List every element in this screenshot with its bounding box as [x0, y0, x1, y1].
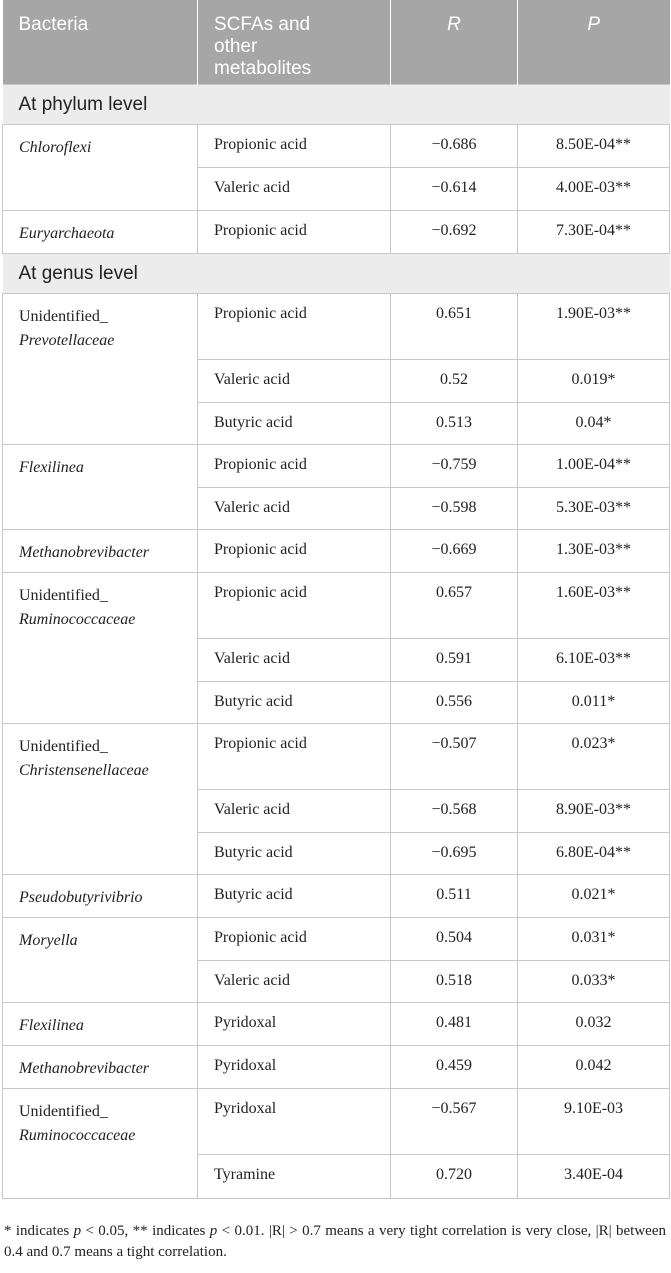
- footnote-p1: p: [73, 1223, 82, 1239]
- table-row: [3, 1088, 670, 1154]
- bacteria-cell: Methanobrevibacter: [3, 1045, 198, 1088]
- bacteria-prefix: Unidentified_: [19, 586, 108, 604]
- r-cell: 0.657: [391, 572, 518, 638]
- r-cell: 0.651: [391, 293, 518, 359]
- r-cell: −0.507: [391, 723, 518, 789]
- p-cell: 0.023*: [518, 723, 670, 789]
- p-cell: 7.30E-04**: [518, 210, 670, 253]
- p-cell: 1.60E-03**: [518, 572, 670, 638]
- metabolite-cell: Pyridoxal: [198, 1045, 391, 1088]
- footnote-text-2: < 0.05, ** indicates: [81, 1223, 210, 1239]
- r-cell: 0.556: [391, 681, 518, 723]
- p-cell: 0.019*: [518, 359, 670, 402]
- footnote-text-3: < 0.01. |R| > 0.7 means a very tight correlation is very close, |R| between 0.4 and 0.7 means a tight correlation.: [4, 1223, 666, 1260]
- section-label: At genus level: [3, 253, 670, 293]
- p-cell: 0.033*: [518, 960, 670, 1002]
- r-cell: 0.513: [391, 402, 518, 444]
- r-cell: 0.518: [391, 960, 518, 1002]
- table-row: [3, 1045, 670, 1088]
- p-cell: 4.00E-03**: [518, 167, 670, 210]
- bacteria-prefix: Unidentified_: [19, 307, 108, 325]
- table-row: [3, 124, 670, 167]
- r-cell: −0.692: [391, 210, 518, 253]
- metabolite-cell: Propionic acid: [198, 917, 391, 960]
- section-row-phylum: [3, 84, 670, 124]
- bacteria-cell: [3, 293, 198, 444]
- bacteria-cell: Flexilinea: [3, 1002, 198, 1045]
- p-cell: 0.042: [518, 1045, 670, 1088]
- bacteria-cell: Pseudobutyrivibrio: [3, 874, 198, 917]
- metabolite-cell: Butyric acid: [198, 874, 391, 917]
- header-metabolites-line1: SCFAs and: [214, 14, 311, 35]
- p-cell: 0.04*: [518, 402, 670, 444]
- header-row: [3, 0, 670, 84]
- r-cell: 0.459: [391, 1045, 518, 1088]
- p-cell: 3.40E-04: [518, 1154, 670, 1198]
- p-cell: 1.30E-03**: [518, 529, 670, 572]
- r-cell: −0.568: [391, 789, 518, 832]
- correlation-table: [2, 0, 670, 1199]
- table-row: [3, 1002, 670, 1045]
- r-cell: −0.669: [391, 529, 518, 572]
- p-cell: 9.10E-03: [518, 1088, 670, 1154]
- r-cell: 0.511: [391, 874, 518, 917]
- table-row: [3, 529, 670, 572]
- r-cell: −0.686: [391, 124, 518, 167]
- p-cell: 0.032: [518, 1002, 670, 1045]
- section-row-genus: [3, 253, 670, 293]
- header-metabolites-line3: metabolites: [214, 58, 312, 79]
- metabolite-cell: Propionic acid: [198, 444, 391, 487]
- r-cell: −0.598: [391, 487, 518, 529]
- bacteria-prefix: Unidentified_: [19, 1102, 108, 1120]
- table-row: [3, 293, 670, 359]
- p-cell: 6.10E-03**: [518, 638, 670, 681]
- r-cell: −0.614: [391, 167, 518, 210]
- metabolite-cell: Propionic acid: [198, 572, 391, 638]
- p-cell: 0.031*: [518, 917, 670, 960]
- metabolite-cell: Valeric acid: [198, 638, 391, 681]
- metabolite-cell: Butyric acid: [198, 681, 391, 723]
- header-metabolites-line2: other: [214, 36, 258, 57]
- header-metabolites: [198, 0, 391, 84]
- r-cell: −0.759: [391, 444, 518, 487]
- metabolite-cell: Propionic acid: [198, 529, 391, 572]
- p-cell: 6.80E-04**: [518, 832, 670, 874]
- footnote-p2: p: [209, 1223, 218, 1239]
- table-row: [3, 874, 670, 917]
- bacteria-cell: Flexilinea: [3, 444, 198, 529]
- table-row: [3, 444, 670, 487]
- bacteria-cell: Methanobrevibacter: [3, 529, 198, 572]
- p-cell: 8.90E-03**: [518, 789, 670, 832]
- metabolite-cell: Valeric acid: [198, 487, 391, 529]
- p-cell: 0.011*: [518, 681, 670, 723]
- metabolite-cell: Butyric acid: [198, 832, 391, 874]
- p-cell: 1.90E-03**: [518, 293, 670, 359]
- r-cell: 0.481: [391, 1002, 518, 1045]
- r-cell: −0.695: [391, 832, 518, 874]
- r-cell: 0.591: [391, 638, 518, 681]
- header-p: P: [518, 0, 670, 84]
- bacteria-cell: Chloroflexi: [3, 124, 198, 210]
- table-row: [3, 210, 670, 253]
- metabolite-cell: Propionic acid: [198, 124, 391, 167]
- footnote-text-1: * indicates: [4, 1223, 74, 1239]
- bacteria-name: Christensenellaceae: [19, 761, 149, 779]
- bacteria-name: Ruminococcaceae: [19, 610, 136, 628]
- header-bacteria: Bacteria: [3, 0, 198, 84]
- bacteria-cell: [3, 723, 198, 874]
- bacteria-name: Ruminococcaceae: [19, 1126, 136, 1144]
- bacteria-prefix: Unidentified_: [19, 737, 108, 755]
- metabolite-cell: Pyridoxal: [198, 1088, 391, 1154]
- bacteria-name: Prevotellaceae: [19, 331, 115, 349]
- bacteria-cell: [3, 1088, 198, 1198]
- metabolite-cell: Valeric acid: [198, 167, 391, 210]
- metabolite-cell: Valeric acid: [198, 960, 391, 1002]
- table-footnote: [4, 1221, 666, 1263]
- metabolite-cell: Tyramine: [198, 1154, 391, 1198]
- metabolite-cell: Valeric acid: [198, 789, 391, 832]
- r-cell: 0.52: [391, 359, 518, 402]
- metabolite-cell: Valeric acid: [198, 359, 391, 402]
- r-cell: 0.504: [391, 917, 518, 960]
- p-cell: 1.00E-04**: [518, 444, 670, 487]
- metabolite-cell: Propionic acid: [198, 723, 391, 789]
- bacteria-cell: [3, 572, 198, 723]
- table-row: [3, 572, 670, 638]
- table-row: [3, 723, 670, 789]
- section-label: At phylum level: [3, 84, 670, 124]
- p-cell: 0.021*: [518, 874, 670, 917]
- table-row: [3, 917, 670, 960]
- p-cell: 5.30E-03**: [518, 487, 670, 529]
- r-cell: 0.720: [391, 1154, 518, 1198]
- metabolite-cell: Pyridoxal: [198, 1002, 391, 1045]
- metabolite-cell: Butyric acid: [198, 402, 391, 444]
- bacteria-cell: Moryella: [3, 917, 198, 1002]
- header-r: R: [391, 0, 518, 84]
- p-cell: 8.50E-04**: [518, 124, 670, 167]
- metabolite-cell: Propionic acid: [198, 293, 391, 359]
- metabolite-cell: Propionic acid: [198, 210, 391, 253]
- bacteria-cell: Euryarchaeota: [3, 210, 198, 253]
- r-cell: −0.567: [391, 1088, 518, 1154]
